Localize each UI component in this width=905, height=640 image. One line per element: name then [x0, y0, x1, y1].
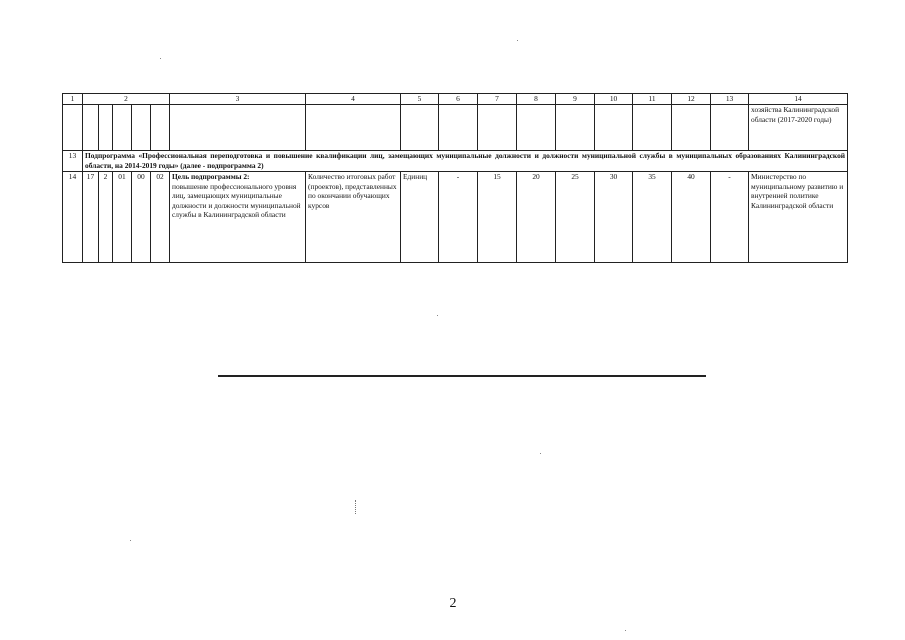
header-cell: 5: [401, 94, 439, 105]
table-cell: [306, 105, 401, 151]
header-cell: 13: [711, 94, 749, 105]
table-cell: [99, 105, 113, 151]
table-cell: [517, 105, 556, 151]
responsible-cell: Министерство по муниципальному развитию и внутренней политике Калининградской области: [749, 172, 848, 263]
table-cell: [170, 105, 306, 151]
row-number: 14: [63, 172, 83, 263]
header-cell: 8: [517, 94, 556, 105]
scan-speck: [160, 58, 161, 59]
continuation-row: [63, 105, 848, 151]
value-cell: 35: [633, 172, 672, 263]
code-cell: 2: [99, 172, 113, 263]
responsible-continuation: хозяйства Калининградской области (2017-2020 годы): [749, 105, 848, 151]
subprogram-title: Подпрограмма «Профессиональная переподготовка и повышение квалификации лиц, замещающих муниципальные должности и должности муниципальной службы в муниципальных образованиях Калининградской области, на 2014-2019 годы» (далее - подпрограмма 2): [83, 151, 848, 172]
indicator-cell: Количество итоговых работ (проектов), представленных по окончании обучающих курсов: [306, 172, 401, 263]
header-cell: 6: [439, 94, 478, 105]
code-cell: 01: [113, 172, 132, 263]
page-number: 2: [449, 596, 457, 611]
table-cell: [711, 105, 749, 151]
indicators-table: [62, 93, 848, 263]
table-cell: [401, 105, 439, 151]
table-cell: [63, 105, 83, 151]
unit-cell: Единиц: [401, 172, 439, 263]
table-cell: [151, 105, 170, 151]
table-cell: [478, 105, 517, 151]
table-cell: [132, 105, 151, 151]
header-cell: 3: [170, 94, 306, 105]
header-cell: 12: [672, 94, 711, 105]
header-cell: 10: [595, 94, 633, 105]
value-cell: -: [439, 172, 478, 263]
value-cell: 25: [556, 172, 595, 263]
table-cell: [556, 105, 595, 151]
header-cell: 14: [749, 94, 848, 105]
value-cell: 40: [672, 172, 711, 263]
header-cell: 1: [63, 94, 83, 105]
table-cell: [439, 105, 478, 151]
value-cell: 20: [517, 172, 556, 263]
header-cell: 9: [556, 94, 595, 105]
code-cell: 02: [151, 172, 170, 263]
header-cell: 7: [478, 94, 517, 105]
value-cell: 30: [595, 172, 633, 263]
table-cell: [83, 105, 99, 151]
scan-speck: [437, 315, 438, 316]
scan-speck: [517, 40, 518, 41]
indicator-row: [63, 172, 848, 263]
code-cell: 00: [132, 172, 151, 263]
scan-speck: [540, 453, 541, 454]
goal-text: повышение профессионального уровня лиц, замещающих муниципальные должности и должности муниципальной службы в Калининградской области: [172, 181, 301, 220]
table-cell: [672, 105, 711, 151]
value-cell: -: [711, 172, 749, 263]
value-cell: 15: [478, 172, 517, 263]
scan-mark: [355, 500, 357, 514]
scan-speck: [625, 630, 626, 631]
header-cell: 11: [633, 94, 672, 105]
goal-title: Цель подпрограммы 2:: [172, 172, 250, 181]
header-cell: 4: [306, 94, 401, 105]
header-cell: 2: [83, 94, 170, 105]
table-cell: [595, 105, 633, 151]
table-cell: [113, 105, 132, 151]
subprogram-row: [63, 151, 848, 172]
scan-speck: [130, 540, 131, 541]
header-row: [63, 94, 848, 105]
goal-cell: [170, 172, 306, 263]
horizontal-rule: [218, 375, 706, 377]
subprogram-number: 13: [63, 151, 83, 172]
table-cell: [633, 105, 672, 151]
code-cell: 17: [83, 172, 99, 263]
